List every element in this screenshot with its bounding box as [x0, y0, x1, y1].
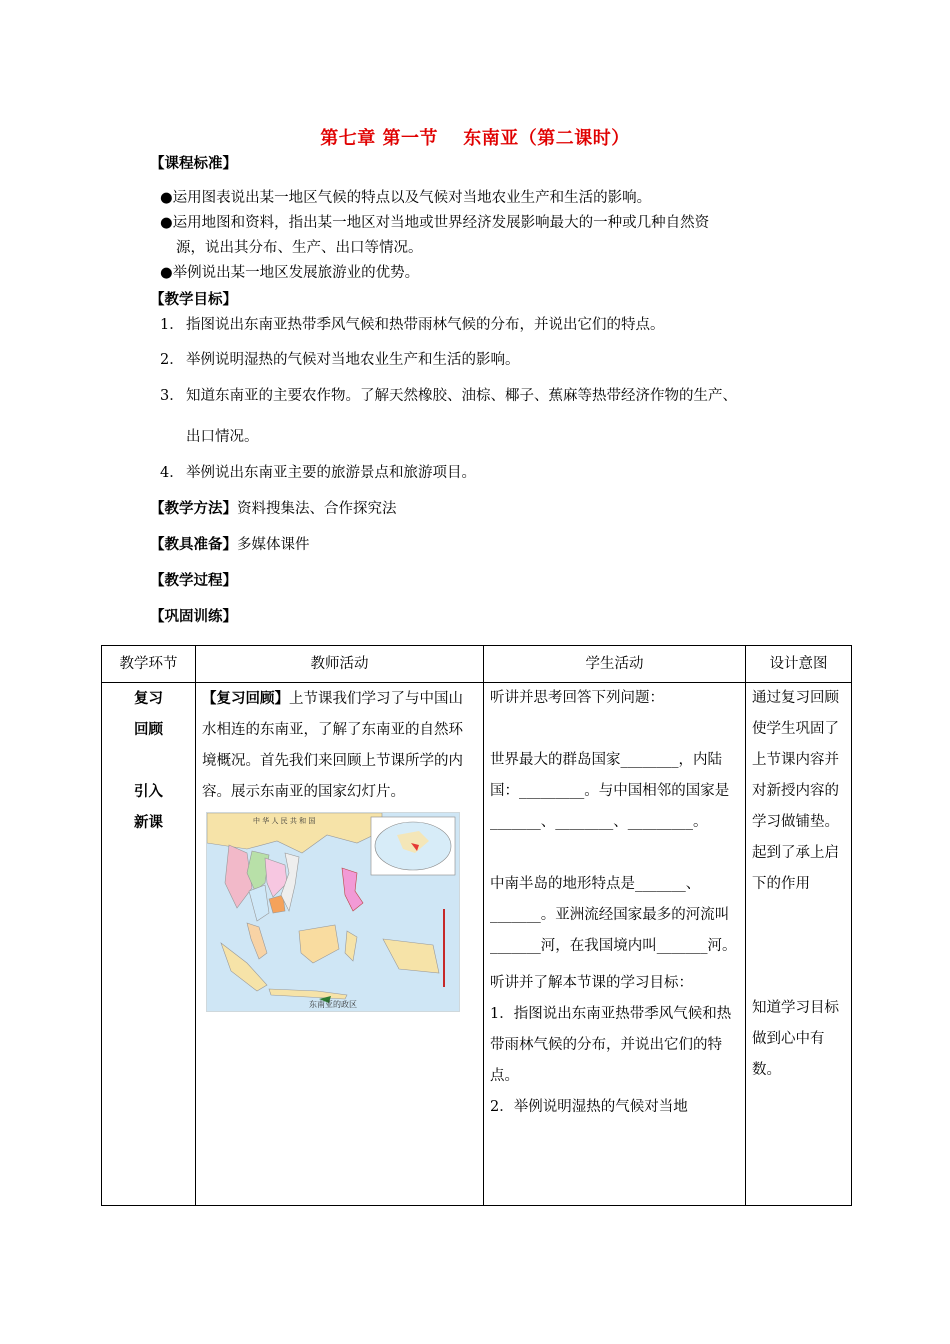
stage-label: 新课	[134, 814, 163, 831]
map-caption: 东南亚的政区	[309, 1000, 357, 1009]
student-cell	[484, 683, 746, 1206]
table-header-row	[102, 646, 852, 683]
stage-label: 引入	[134, 783, 163, 800]
header-teacher: 教师活动	[196, 646, 484, 683]
objective-text: 知道东南亚的主要农作物。了解天然橡胶、油棕、椰子、蕉麻等热带经济作物的生产、	[186, 388, 737, 404]
objective-num: 4．	[160, 465, 184, 481]
stage-cell	[102, 683, 196, 1206]
standard-line: ●运用图表说出某一地区气候的特点以及气候对当地农业生产和生活的影响。	[160, 190, 652, 206]
intent-cell	[746, 683, 852, 1206]
student-q1: 世界最大的群岛国家________，内陆国：_________。与中国相邻的国家是_______、________、_________。	[490, 752, 730, 830]
student-intro: 听讲并思考回答下列问题：	[490, 690, 664, 706]
table-row	[102, 683, 852, 1206]
student-listen: 听讲并了解本节课的学习目标：	[490, 975, 693, 991]
intent-text-2: 知道学习目标做到心中有数。	[752, 1000, 839, 1078]
standard-line: ●运用地图和资料，指出某一地区对当地或世界经济发展影响最大的一种或几种自然资	[160, 215, 710, 231]
southeast-asia-map	[206, 812, 460, 1012]
teacher-lead: 【复习回顾】	[202, 690, 289, 707]
section-goals: 【教学目标】	[150, 291, 237, 308]
stage-label: 复习	[134, 690, 163, 707]
teacher-body: 上节课我们学习了与中国山水相连的东南亚，了解了东南亚的自然环境概况。首先我们来回顾上节课所学的内容。展示东南亚的国家幻灯片。	[202, 691, 463, 800]
section-tools	[150, 533, 310, 554]
page-title: 第七章 第一节 东南亚（第二课时）	[320, 128, 630, 149]
method-label: 【教学方法】	[150, 500, 237, 517]
student-goal-2: 2．举例说明湿热的气候对当地	[490, 1099, 688, 1115]
standard-line: ●举例说出某一地区发展旅游业的优势。	[160, 265, 420, 281]
method-text: 资料搜集法、合作探究法	[237, 501, 397, 517]
stage-label: 回顾	[134, 721, 163, 738]
section-process: 【教学过程】	[150, 572, 237, 589]
header-intent: 设计意图	[746, 646, 852, 683]
objective-text: 出口情况。	[186, 429, 259, 445]
map-label: 中 华 人 民 共 和 国	[253, 817, 316, 825]
teacher-cell	[196, 683, 484, 1206]
objective-text: 举例说出东南亚主要的旅游景点和旅游项目。	[186, 465, 476, 481]
tools-text: 多媒体课件	[237, 537, 310, 553]
student-q2: 中南半岛的地形特点是_______、_______。亚洲流经国家最多的河流叫_______河，在我国境内叫_______河。	[490, 876, 737, 954]
standard-line: 源，说出其分布、生产、出口等情况。	[176, 240, 423, 256]
tools-label: 【教具准备】	[150, 536, 237, 553]
intent-text-1: 通过复习回顾使学生巩固了上节课内容并对新授内容的学习做铺垫。起到了承上启下的作用	[752, 690, 839, 892]
lesson-table	[101, 645, 852, 1206]
teacher-text	[202, 683, 477, 808]
objective-num: 1．	[160, 317, 184, 333]
header-stage: 教学环节	[102, 646, 196, 683]
section-method	[150, 497, 397, 518]
objective-num: 3．	[160, 388, 184, 404]
header-student: 学生活动	[484, 646, 746, 683]
objective-num: 2．	[160, 352, 184, 368]
section-practice: 【巩固训练】	[150, 608, 237, 625]
objective-text: 举例说明湿热的气候对当地农业生产和生活的影响。	[186, 352, 520, 368]
map-graphic	[207, 813, 459, 1011]
student-goal-1: 1．指图说出东南亚热带季风气候和热带雨林气候的分布，并说出它们的特点。	[490, 1006, 732, 1084]
section-standard: 【课程标准】	[150, 155, 237, 172]
objective-text: 指图说出东南亚热带季风气候和热带雨林气候的分布，并说出它们的特点。	[186, 317, 665, 333]
